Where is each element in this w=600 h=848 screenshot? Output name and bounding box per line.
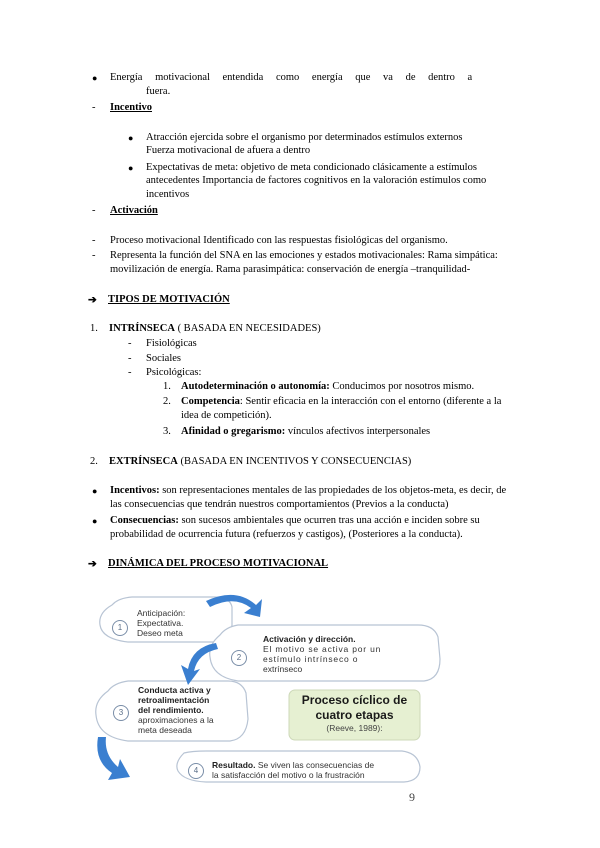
ext-b1-text: son representaciones mentales de las propiedades de los objetos-meta, es decir, de	[159, 485, 507, 496]
list-number: 1.	[163, 381, 171, 392]
psico-3-bold: Afinidad o gregarismo:	[181, 426, 286, 437]
arrow-3-4	[97, 737, 130, 780]
bullet-dot: ●	[92, 516, 98, 526]
step3-l2: meta deseada	[138, 725, 192, 735]
psico-2	[181, 396, 501, 407]
step2-l1: El motivo se activa por un	[263, 644, 382, 654]
intrinseca-sub: ( BASADA EN NECESIDADES)	[177, 323, 321, 334]
step4-l2: la satisfacción del motivo o la frustración	[212, 770, 365, 780]
step3-number: 3	[113, 705, 129, 721]
list-item: Fisiológicas	[146, 338, 197, 349]
psico-3-text: vínculos afectivos interpersonales	[285, 426, 431, 437]
dash: -	[92, 102, 96, 113]
center-ref: (Reeve, 1989):	[326, 723, 383, 733]
ext-b2-l2: probabilidad de ocurrencia futura (refuerzos y castigos), (Posteriores a la conducta).	[110, 529, 463, 540]
activacion-d2-l2: movilización de energía. Rama parasimpática: conservación de energía –tranquilidad-	[110, 264, 471, 275]
ext-b1-l1	[110, 485, 506, 496]
ext-b2-l1	[110, 515, 480, 526]
dash: -	[92, 205, 96, 216]
center-label	[289, 693, 420, 733]
step4-l1: Se viven las consecuencias de	[255, 760, 375, 770]
incentivo-heading: Incentivo	[110, 102, 152, 113]
psico-2-l2: idea de competición).	[181, 410, 272, 421]
step1-title: Anticipación:	[137, 608, 186, 618]
incentivo-b1-l2: Fuerza motivacional de afuera a dentro	[146, 145, 311, 156]
list-item: Sociales	[146, 353, 181, 364]
energia-line-2: fuera.	[146, 86, 171, 97]
ext-b1-bold: Incentivos:	[110, 485, 160, 496]
step4-text	[212, 760, 374, 780]
dinamica-heading: DINÁMICA DEL PROCESO MOTIVACIONAL	[108, 558, 329, 569]
step1-text	[137, 608, 185, 638]
tipos-heading: TIPOS DE MOTIVACIÓN	[108, 294, 230, 305]
activacion-d2-l1: Representa la función del SNA en las emociones y estados motivacionales: Rama simpática:	[110, 250, 498, 261]
step1-number: 1	[112, 620, 128, 636]
energia-line	[110, 72, 515, 83]
bullet-dot: ●	[92, 486, 98, 496]
list-item: Psicológicas:	[146, 367, 202, 378]
extrinseca-line	[109, 456, 411, 467]
intrinseca-title: INTRÍNSECA	[109, 323, 175, 334]
dash: -	[128, 338, 132, 349]
step4-title: Resultado.	[212, 760, 256, 770]
step2-number: 2	[231, 650, 247, 666]
energia-text: Energía motivacional entendida como energía que va de dentro a	[110, 72, 473, 83]
bullet-dot: ●	[92, 73, 98, 83]
psico-1-bold: Autodeterminación o autonomía:	[181, 381, 330, 392]
dash: -	[92, 250, 96, 261]
intrinseca-line	[109, 323, 321, 334]
page-number: 9	[409, 790, 415, 804]
incentivo-b2-l1: Expectativas de meta: objetivo de meta condicionado clásicamente a estímulos	[146, 162, 477, 173]
step1-l2: Deseo meta	[137, 628, 183, 638]
extrinseca-sub: (BASADA EN INCENTIVOS Y CONSECUENCIAS)	[177, 456, 412, 467]
arrow-glyph: ➔	[88, 295, 97, 306]
step3-title-l1: Conducta activa y	[138, 685, 211, 695]
list-number: 2.	[90, 456, 98, 467]
list-number: 1.	[90, 323, 98, 334]
arrow-glyph: ➔	[88, 559, 97, 570]
step2-text	[263, 634, 381, 674]
psico-2-text: : Sentir eficacia en la interacción con el entorno (diferente a la	[239, 396, 502, 407]
incentivo-b2-l3: incentivos	[146, 189, 190, 200]
ext-b1-l2: las consecuencias que tendrán nuestros comportamientos (Previos a la conducta)	[110, 499, 449, 510]
step3-text	[138, 685, 254, 735]
activacion-d1: Proceso motivacional Identificado con las respuestas fisiológicas del organismo.	[110, 235, 448, 246]
activacion-heading: Activación	[110, 205, 158, 216]
psico-3	[181, 426, 430, 437]
dash: -	[128, 353, 132, 364]
ext-b2-bold: Consecuencias:	[110, 515, 179, 526]
incentivo-b1-l1: Atracción ejercida sobre el organismo por determinados estímulos externos	[146, 132, 463, 143]
step3-l1: aproximaciones a la	[138, 715, 214, 725]
step3-title-l3: del rendimiento.	[138, 705, 204, 715]
dash: -	[128, 367, 132, 378]
bullet-dot: ●	[128, 133, 134, 143]
incentivo-b2-l2: antecedentes Importancia de factores cognitivos en la valoración estímulos como	[146, 175, 487, 186]
step1-l1: Expectativa.	[137, 618, 184, 628]
list-number: 3.	[163, 426, 171, 437]
extrinseca-title: EXTRÍNSECA	[109, 456, 178, 467]
step3-title-l2: retroalimentación	[138, 695, 210, 705]
step2-l3: extrínseco	[263, 664, 303, 674]
list-number: 2.	[163, 396, 171, 407]
center-l1: Proceso cíclico de	[301, 693, 408, 707]
psico-1	[181, 381, 474, 392]
step2-l2: estímulo intrínseco o	[263, 654, 359, 664]
psico-2-bold: Competencia	[181, 396, 240, 407]
psico-1-text: Conducimos por nosotros mismo.	[329, 381, 475, 392]
dash: -	[92, 235, 96, 246]
step4-number: 4	[188, 763, 204, 779]
center-l2: cuatro etapas	[315, 708, 394, 722]
bullet-dot: ●	[128, 163, 134, 173]
ext-b2-text: son sucesos ambientales que ocurren tras una acción e inciden sobre su	[178, 515, 480, 526]
step2-title: Activación y dirección.	[263, 634, 356, 644]
